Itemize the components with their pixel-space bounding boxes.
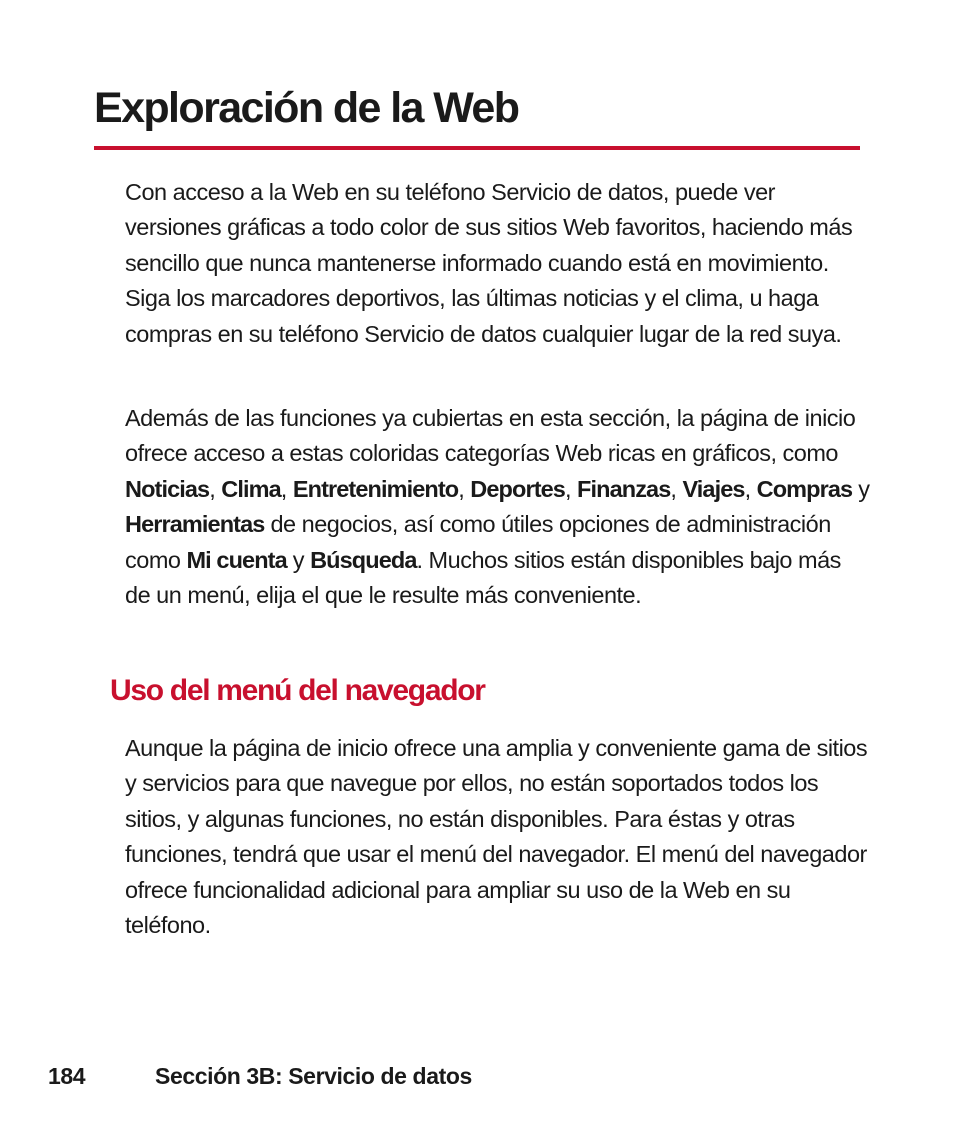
browser-menu-paragraph: Aunque la página de inicio ofrece una amplia y conveniente gama de sitios y servicios para que navegue por ellos, no están soportados todos los sitios, y algunas funciones, no están disponibles. Para éstas y otras funciones, tendrá que usar el menú del navegador. El menú del navegador ofrece funcionalidad adicional para ampliar su uso de la Web en su teléfono.: [125, 735, 868, 939]
title-divider: [94, 146, 860, 150]
intro-paragraph: Con acceso a la Web en su teléfono Servicio de datos, puede ver versiones gráficas a todo color de sus sitios Web favoritos, haciendo más sencillo que nunca mantenerse informado cuando está en movimiento. Siga los marcadores deportivos, las últimas noticias y el clima, u haga compras en su teléfono Servicio de datos cualquier lugar de la red suya.: [125, 179, 853, 347]
category-entretenimiento: Entretenimiento: [292, 475, 459, 502]
category-noticias: Noticias: [125, 475, 210, 502]
category-deportes: Deportes: [470, 475, 565, 502]
option-busqueda: Búsqueda: [310, 546, 417, 573]
separator: y: [286, 546, 311, 573]
page-title: Exploración de la Web: [94, 84, 519, 132]
separator: ,: [209, 475, 222, 502]
separator: ,: [458, 475, 471, 502]
separator: ,: [744, 475, 757, 502]
page-number: 184: [48, 1063, 86, 1089]
categories-lead-text: Además de las funciones ya cubiertas en esta sección, la página de inicio ofrece acceso a estas coloridas categorías Web ricas en gráficos, como: [125, 405, 856, 467]
separator: ,: [670, 475, 683, 502]
footer-section-label: Sección 3B: Servicio de datos: [155, 1063, 472, 1089]
categories-tail-text: . Muchos sitios están disponibles bajo más de un menú, elija el que le resulte más conveniente.: [125, 546, 841, 609]
category-compras: Compras: [756, 475, 853, 502]
separator: ,: [564, 475, 578, 502]
category-finanzas: Finanzas: [577, 475, 671, 502]
section-heading: Uso del menú del navegador: [110, 674, 485, 707]
category-viajes: Viajes: [682, 475, 745, 502]
categories-paragraph: [125, 401, 870, 613]
option-mi-cuenta: Mi cuenta: [186, 546, 287, 573]
categories-middle-text: de negocios, así como útiles opciones de administración como: [125, 511, 831, 573]
separator: y: [852, 475, 870, 502]
category-clima: Clima: [221, 475, 281, 502]
category-herramientas: Herramientas: [125, 511, 265, 538]
separator: ,: [280, 475, 293, 502]
